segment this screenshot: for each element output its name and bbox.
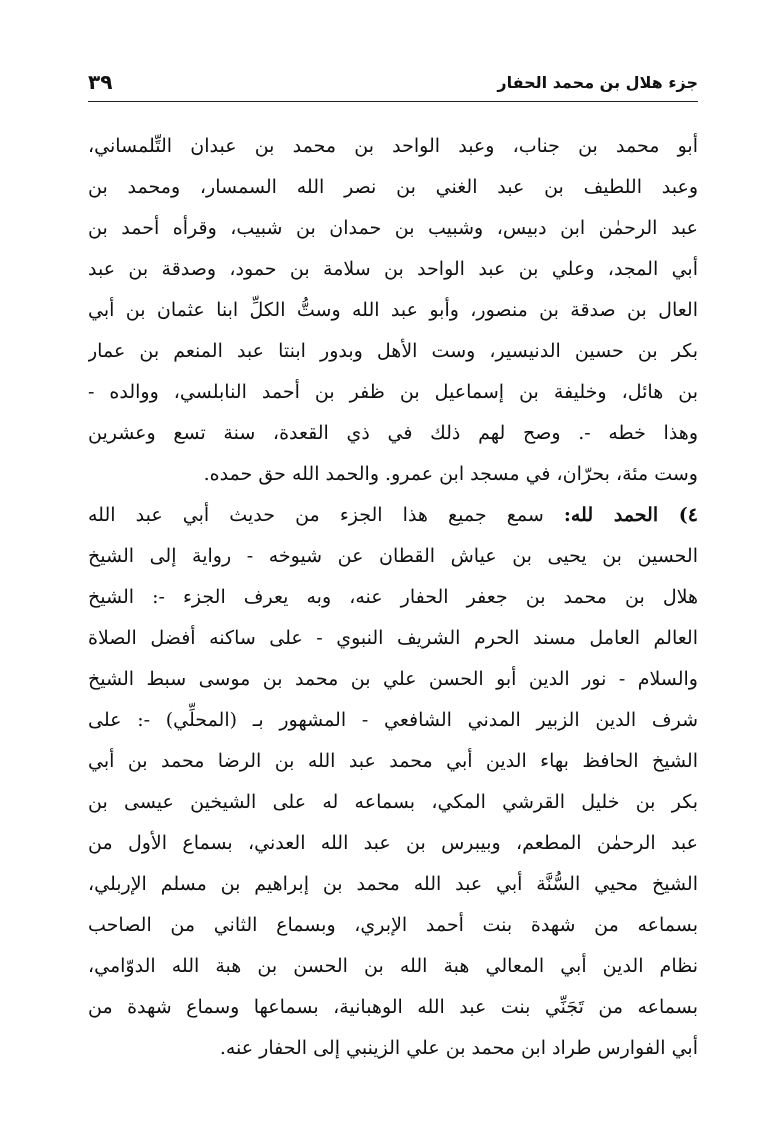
page-number: ٣٩ [88, 70, 113, 94]
text-line: العالم العامل مسند الحرم الشريف النبوي - على ساكنه أفضل الصلاة [88, 627, 698, 649]
text-line: أبي المجد، وعلي بن عبد الواحد بن سلامة بن حمود، وصدقة بن عبد [88, 258, 698, 280]
text-line: بكر بن خليل القرشي المكي، بسماعه له على الشيخين عيسى بن [88, 791, 698, 813]
text-line: بكر بن حسين الدنيسير، وست الأهل وبدور ابنتا عبد المنعم بن عمار [88, 340, 698, 362]
running-head: جزء هلال بن محمد الحفار [497, 73, 698, 92]
text-line: وعبد اللطيف بن عبد الغني بن نصر الله السمسار، ومحمد بن [88, 176, 698, 198]
text-line-first-rest: سمع جميع هذا الجزء من حديث أبي عبد الله [88, 504, 564, 526]
text-line: شرف الدين الزبير المدني الشافعي - المشهور بـ (المحلِّي) -: على [88, 709, 698, 731]
text-line-first [88, 495, 698, 536]
text-line: أبي الفوارس طراد ابن محمد بن علي الزينبي إلى الحفار عنه. [219, 1037, 698, 1059]
page-header [88, 66, 698, 100]
header-rule [88, 101, 698, 102]
paragraph-1 [88, 126, 698, 495]
text-line: الشيخ محيي السُّنَّة أبي عبد الله محمد بن إبراهيم بن مسلم الإربلي، [88, 873, 698, 895]
text-line: أبو محمد بن جناب، وعبد الواحد بن محمد بن عبدان التِّلمساني، [88, 135, 698, 157]
text-line: وست مئة، بحرّان، في مسجد ابن عمرو. والحمد الله حق حمده. [203, 463, 698, 485]
text-line: والسلام - نور الدين أبو الحسن علي بن محمد بن موسى سبط الشيخ [88, 668, 698, 690]
text-line: بن هائل، وخليفة بن إسماعيل بن ظفر بن أحمد النابلسي، ووالده - [88, 381, 698, 403]
paragraph-lead: ٤) الحمد لله: [563, 504, 698, 526]
text-line: العال بن صدقة بن منصور، وأبو عبد الله وستُّ الكلِّ ابنا عثمان بن أبي [88, 299, 698, 321]
text-line: عبد الرحمٰن المطعم، وبيبرس بن عبد الله العدني، بسماع الأول من [88, 832, 698, 854]
text-line: الحسين بن يحيى بن عياش القطان عن شيوخه - رواية إلى الشيخ [88, 545, 698, 567]
text-line: الشيخ الحافظ بهاء الدين أبي محمد عبد الله بن الرضا محمد بن أبي [88, 750, 698, 772]
text-line: نظام الدين أبي المعالي هبة الله بن الحسن بن هبة الله الدوّامي، [88, 955, 698, 977]
text-line: عبد الرحمٰن ابن دبيس، وشبيب بن حمدان بن شبيب، وقرأه أحمد بن [88, 217, 698, 239]
text-line: وهذا خطه -. وصح لهم ذلك في ذي القعدة، سنة تسع وعشرين [88, 422, 698, 444]
text-line: هلال بن محمد بن جعفر الحفار عنه، وبه يعرف الجزء -: الشيخ [88, 586, 698, 608]
paragraph-2 [88, 495, 698, 1069]
text-line: بسماعه من تَجَنِّي بنت عبد الله الوهبانية، بسماعها وسماع شهدة من [88, 996, 698, 1018]
text-line: بسماعه من شهدة بنت أحمد الإبري، وبسماع الثاني من الصاحب [88, 914, 698, 936]
